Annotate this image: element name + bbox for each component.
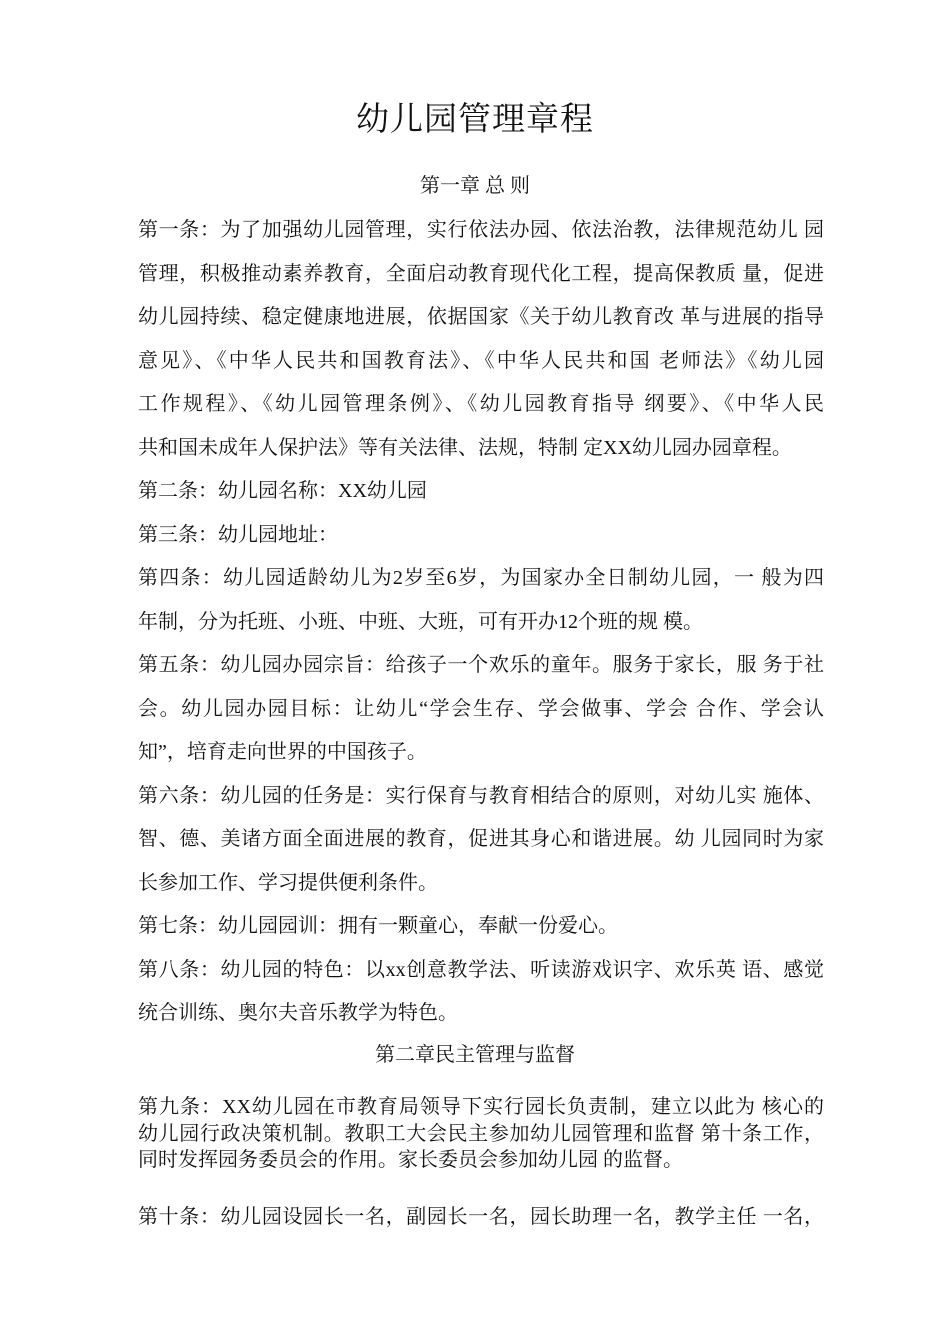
text-line: 幼儿园行政决策机制。教职工大会民主参加幼儿园管理和监督 第十条工作，	[138, 1122, 824, 1145]
text-line: 第三条：幼儿园地址：	[138, 523, 338, 546]
text-line: 管理，积极推动素养教育，全面启动教育现代化工程，提高保教质 量，促进	[138, 262, 824, 285]
text-line: 长参加工作、学习提供便利条件。	[138, 871, 438, 894]
text-line: 第六条：幼儿园的任务是：实行保育与教育相结合的原则，对幼儿实 施体、	[138, 784, 824, 807]
text-line: 第五条：幼儿园办园宗旨：给孩子一个欢乐的童年。服务于家长，服 务于社	[138, 654, 824, 676]
text-line: 统合训练、奥尔夫音乐教学为特色。	[138, 1002, 458, 1024]
chapter-1-body	[138, 209, 824, 1036]
text-line: 幼儿园持续、稳定健康地进展，依据国家《关于幼儿教育改 革与进展的指导	[138, 306, 824, 328]
text-line: 会。幼儿园办园目标：让幼儿“学会生存、学会做事、学会 合作、学会认	[138, 697, 824, 720]
text-line: 第二条：幼儿园名称：XX幼儿园	[138, 480, 427, 502]
text-line: 意见》、《中华人民共和国教育法》、《中华人民共和国 老师法》《幼儿园	[138, 349, 824, 372]
text-line: 智、德、美诸方面全面进展的教育，促进其身心和谐进展。幼 儿园同时为家	[138, 828, 824, 850]
chapter-2-body	[138, 1094, 824, 1230]
document-title: 幼儿园管理章程	[356, 102, 594, 138]
text-line: 同时发挥园务委员会的作用。家长委员会参加幼儿园 的监督。	[138, 1149, 683, 1171]
text-line: 知”，培育走向世界的中国孩子。	[138, 741, 427, 763]
text-line: 第九条：XX幼儿园在市教育局领导下实行园长负责制，建立以此为 核心的	[138, 1096, 824, 1118]
text-line: 共和国未成年人保护法》等有关法律、法规，特制 定XX幼儿园办园章程。	[138, 436, 792, 459]
chapter-heading-2: 第二章民主管理与监督	[375, 1044, 575, 1066]
text-line: 第一条：为了加强幼儿园管理，实行依法办园、依法治教，法律规范幼儿 园	[138, 219, 824, 241]
text-line: 第七条：幼儿园园训：拥有一颗童心，奉献一份爱心。	[138, 915, 618, 937]
text-line: 工作规程》、《幼儿园管理条例》、《幼儿园教育指导 纲要》、《中华人民	[138, 393, 824, 415]
paragraph-gap	[138, 1174, 824, 1204]
text-line: 第八条：幼儿园的特色：以xx创意教学法、听读游戏识字、欢乐英 语、感觉	[138, 958, 824, 981]
chapter-heading-1: 第一章 总 则	[420, 175, 530, 197]
text-line: 第十条：幼儿园设园长一名，副园长一名，园长助理一名，教学主任 一名，	[138, 1205, 824, 1228]
text-line: 第四条：幼儿园适龄幼儿为2岁至6岁，为国家办全日制幼儿园，一 般为四	[138, 567, 824, 589]
text-line: 年制，分为托班、小班、中班、大班，可有开办12个班的规 模。	[138, 610, 703, 633]
